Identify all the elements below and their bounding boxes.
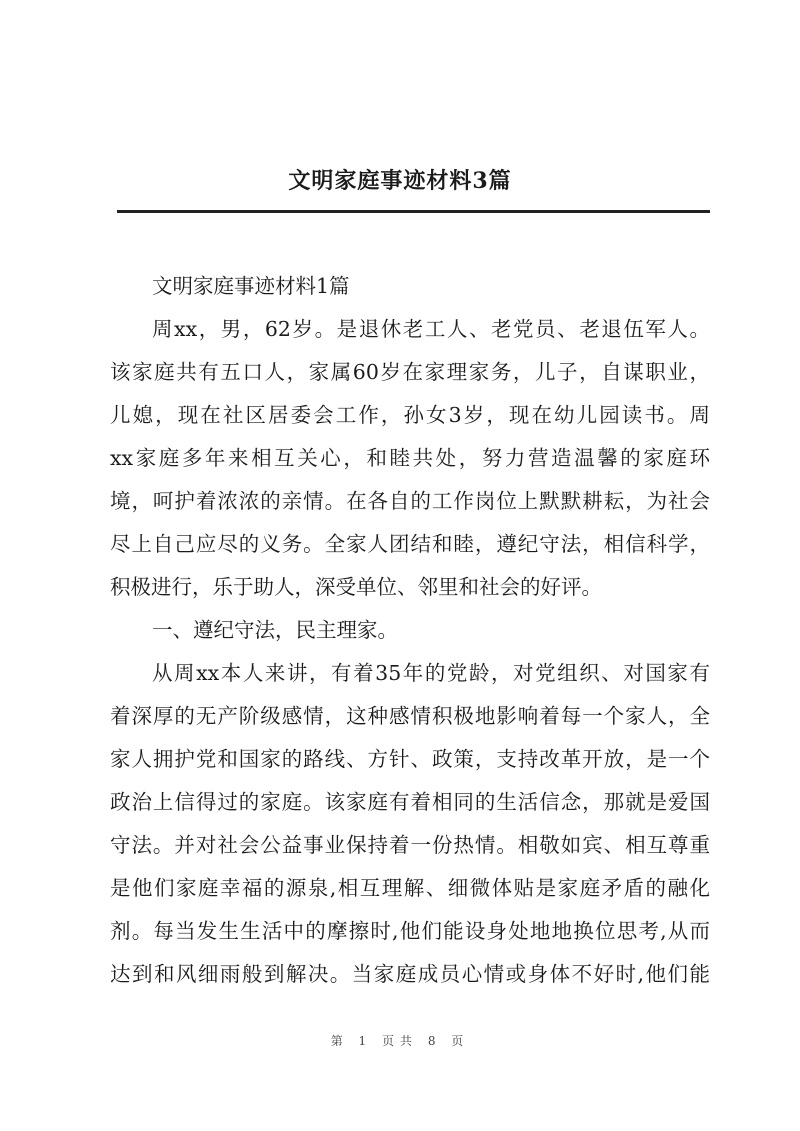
text-line: 积极进行，乐于助人，深受单位、邻里和社会的好评。 — [110, 575, 602, 599]
section-heading: 一、遵纪守法，民主理家。 — [152, 618, 398, 642]
text-line: 守法。并对社会公益事业保持着一份热情。相敬如宾、相互尊重 — [110, 833, 710, 857]
text-line: 着深厚的无产阶级感情，这种感情积极地影响着每一个家人，全 — [110, 704, 710, 728]
page-number: 第 1 页共 8 页 — [330, 1034, 470, 1048]
text-line: 家人拥护党和国家的路线、方针、政策，支持改革开放，是一个 — [110, 747, 710, 771]
title-divider — [117, 210, 710, 213]
text-line: xx家庭多年来相互关心，和睦共处，努力营造温馨的家庭环 — [110, 446, 710, 470]
text-line: 境，呵护着浓浓的亲情。在各自的工作岗位上默默耕耘，为社会 — [110, 489, 710, 513]
section-heading: 文明家庭事迹材料1篇 — [152, 274, 350, 298]
text-line: 儿媳，现在社区居委会工作，孙女3岁，现在幼儿园读书。周 — [110, 403, 710, 427]
text-line: 政治上信得过的家庭。该家庭有着相同的生活信念，那就是爱国 — [110, 790, 710, 814]
text-line: 尽上自己应尽的义务。全家人团结和睦，遵纪守法，相信科学， — [110, 532, 710, 556]
text-line: 该家庭共有五口人，家属60岁在家理家务，儿子，自谋职业， — [110, 360, 710, 384]
text-line: 周xx，男，62岁。是退休老工人、老党员、老退伍军人。 — [152, 317, 710, 341]
text-line: 是他们家庭幸福的源泉,相互理解、细微体贴是家庭矛盾的融化 — [110, 876, 710, 900]
text-line: 从周xx本人来讲，有着35年的党龄，对党组织、对国家有 — [152, 661, 710, 685]
document-title: 文明家庭事迹材料3篇 — [288, 168, 512, 194]
text-line: 剂。每当发生生活中的摩擦时,他们能设身处地地换位思考,从而 — [110, 919, 710, 943]
text-line: 达到和风细雨般到解决。当家庭成员心情或身体不好时,他们能 — [110, 962, 710, 986]
